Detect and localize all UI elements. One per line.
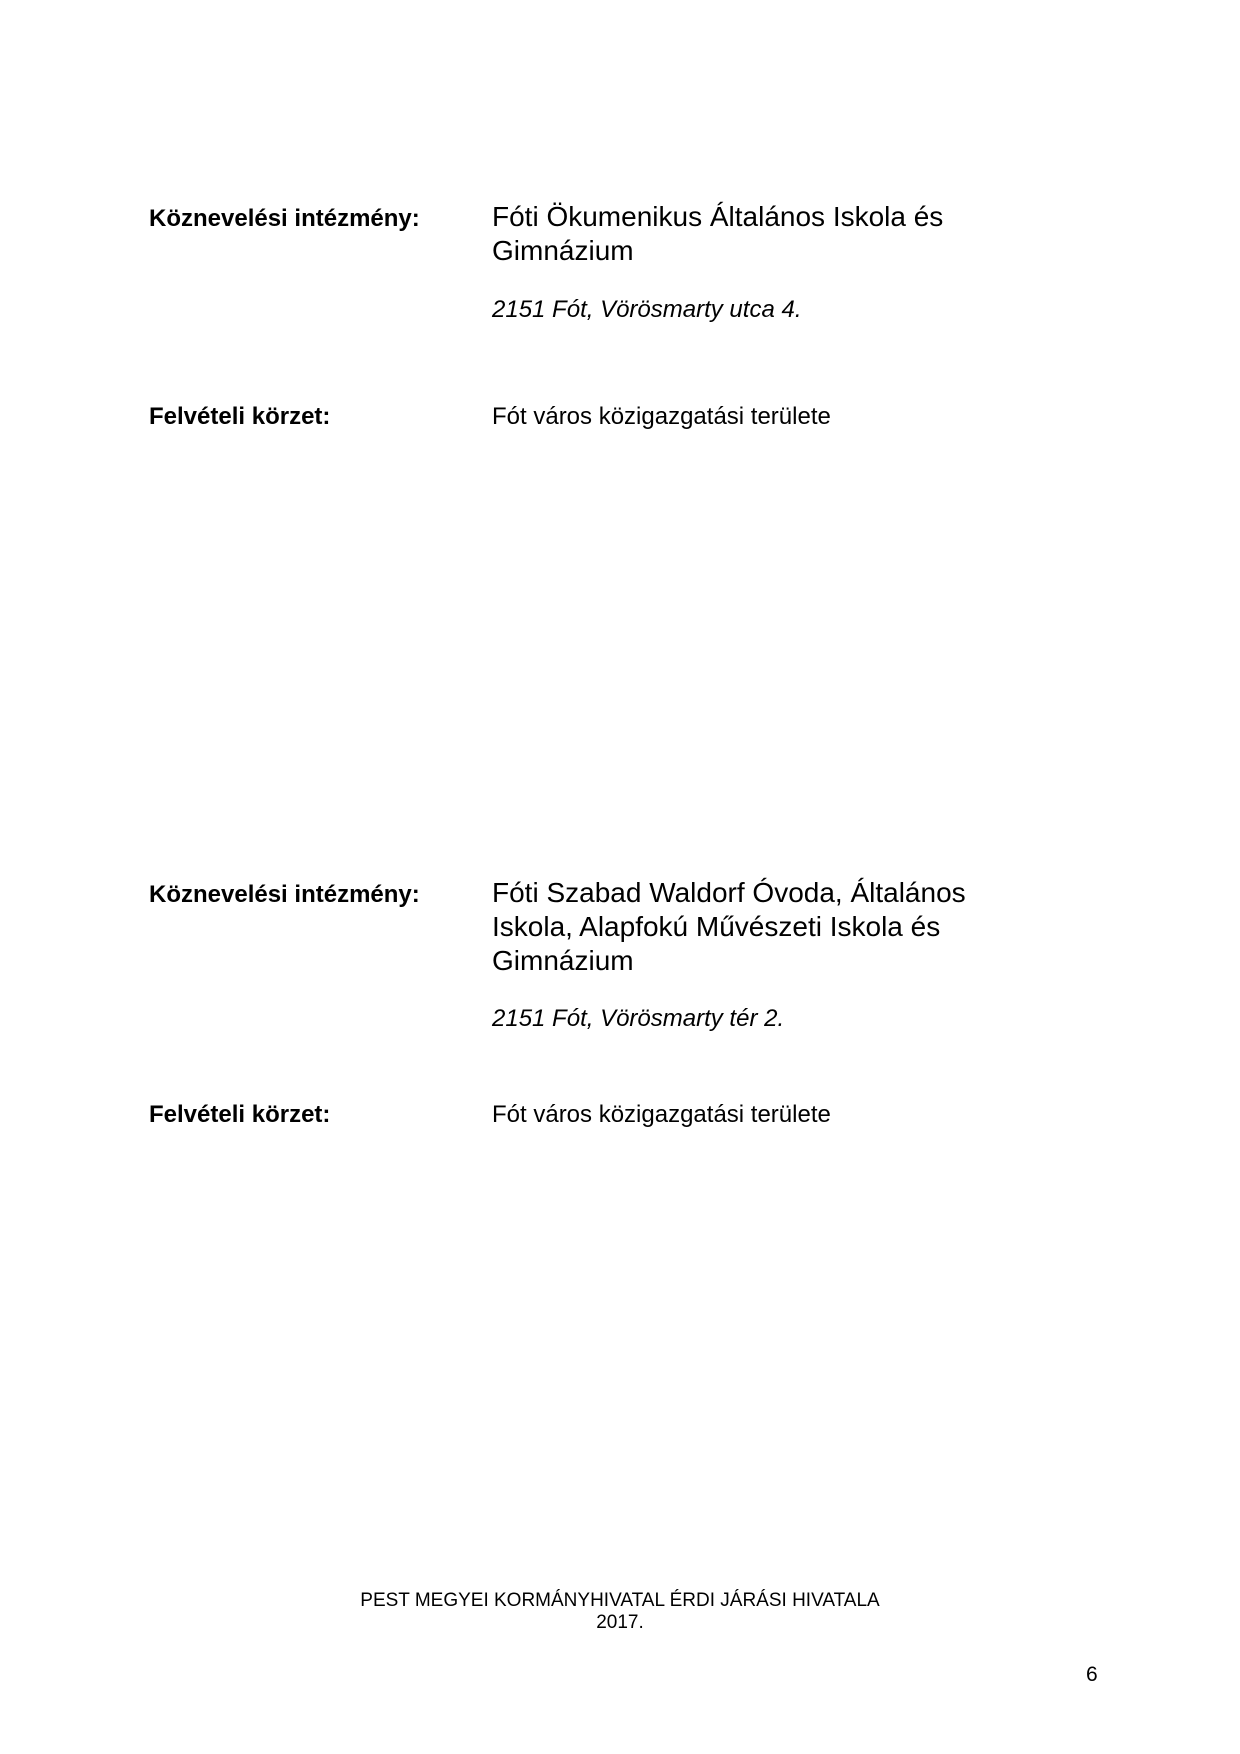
institution-label: Köznevelési intézmény: bbox=[149, 881, 420, 908]
footer-organization: PEST MEGYEI KORMÁNYHIVATAL ÉRDI JÁRÁSI HIVATALA bbox=[360, 1590, 880, 1611]
institution-name-line: Gimnázium bbox=[492, 235, 634, 266]
district-label: Felvételi körzet: bbox=[149, 403, 331, 430]
institution-name bbox=[492, 876, 1052, 978]
district-value: Fót város közigazgatási területe bbox=[492, 1101, 831, 1128]
institution-label: Köznevelési intézmény: bbox=[149, 205, 420, 232]
page-number: 6 bbox=[1086, 1663, 1098, 1686]
institution-name-line: Fóti Ökumenikus Általános Iskola és bbox=[492, 201, 944, 232]
institution-name-line: Fóti Szabad Waldorf Óvoda, Általános bbox=[492, 877, 966, 908]
institution-name-line: Iskola, Alapfokú Művészeti Iskola és bbox=[492, 911, 941, 942]
footer-year: 2017. bbox=[596, 1612, 644, 1633]
institution-address: 2151 Fót, Vörösmarty utca 4. bbox=[492, 296, 802, 323]
institution-name-line: Gimnázium bbox=[492, 945, 634, 976]
district-label: Felvételi körzet: bbox=[149, 1101, 331, 1128]
district-value: Fót város közigazgatási területe bbox=[492, 403, 831, 430]
institution-name bbox=[492, 200, 1052, 268]
institution-address: 2151 Fót, Vörösmarty tér 2. bbox=[492, 1005, 785, 1032]
page-footer bbox=[0, 1590, 1240, 1634]
